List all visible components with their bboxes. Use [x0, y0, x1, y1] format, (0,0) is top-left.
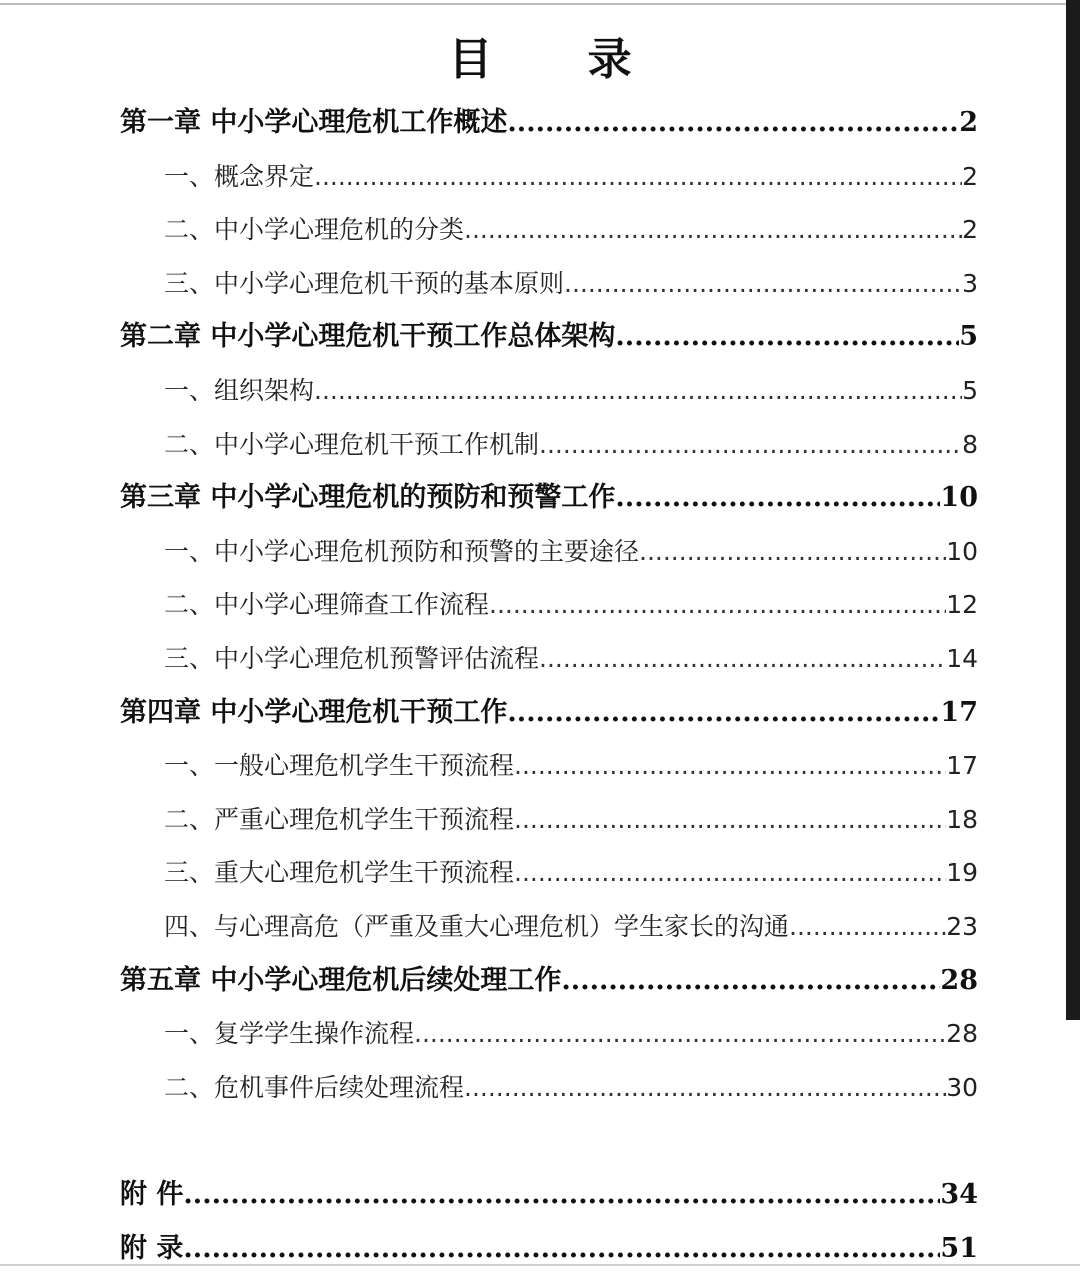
toc-entry-label: 二、中小学心理危机干预工作机制	[164, 429, 540, 459]
toc-entry-label: 一、中小学心理危机预防和预警的主要途径	[164, 536, 640, 566]
toc-entry-label: 第一章 中小学心理危机工作概述	[120, 107, 508, 138]
toc-section-3-1[interactable]	[120, 525, 978, 579]
dot-leader	[314, 364, 962, 418]
viewer-right-edge	[1066, 0, 1080, 1020]
toc-page-number: 10	[946, 536, 978, 566]
toc-page-number: 51	[940, 1232, 978, 1264]
dot-leader	[639, 525, 946, 579]
dot-leader	[514, 739, 946, 793]
toc-entry-label: 一、组织架构	[164, 375, 315, 405]
dot-leader	[615, 310, 959, 364]
toc-page-number: 5	[962, 375, 978, 405]
toc-entry-label: 二、严重心理危机学生干预流程	[164, 804, 515, 834]
toc-page-number: 8	[962, 429, 978, 459]
toc-page-number: 5	[959, 321, 978, 353]
toc-section-3-3[interactable]	[120, 632, 978, 686]
toc-entry-label: 一、概念界定	[164, 161, 315, 191]
toc-chapter-4[interactable]	[120, 686, 978, 740]
toc-page-number: 17	[940, 696, 978, 728]
toc-page-number: 2	[962, 161, 978, 191]
toc-attachments[interactable]	[120, 1168, 978, 1222]
toc-entry-label: 三、重大心理危机学生干预流程	[164, 858, 515, 888]
toc-page-number: 23	[946, 911, 978, 941]
toc-entry-label: 二、中小学心理危机的分类	[164, 215, 465, 245]
toc-chapter-2[interactable]	[120, 310, 978, 364]
toc-section-4-3[interactable]	[120, 846, 978, 900]
toc-page-number: 2	[959, 107, 978, 138]
dot-leader	[183, 1222, 940, 1275]
dot-leader	[464, 1061, 946, 1115]
toc-section-2-2[interactable]	[120, 418, 978, 472]
toc-section-2-1[interactable]	[120, 364, 978, 418]
toc-page-number: 30	[946, 1072, 978, 1102]
toc-page-number: 19	[946, 858, 978, 888]
toc-section-3-2[interactable]	[120, 578, 978, 632]
toc-entry-label: 三、中小学心理危机干预的基本原则	[164, 268, 565, 298]
toc-section-1-2[interactable]	[120, 203, 978, 257]
toc-entry-label: 二、中小学心理筛查工作流程	[164, 590, 490, 620]
toc-page-number: 17	[946, 751, 978, 781]
toc-entry-label: 三、中小学心理危机预警评估流程	[164, 643, 540, 673]
toc-section-4-4[interactable]	[120, 900, 978, 954]
dot-leader	[489, 578, 946, 632]
toc-page-number: 10	[940, 482, 978, 514]
dot-leader	[514, 793, 946, 847]
dot-leader	[464, 203, 962, 257]
dot-leader	[314, 150, 962, 204]
dot-leader	[615, 471, 940, 525]
toc-page-number: 18	[946, 804, 978, 834]
toc-section-5-1[interactable]	[120, 1007, 978, 1061]
toc-page-number: 28	[946, 1019, 978, 1049]
dot-leader	[514, 846, 946, 900]
toc-entry-label: 一、一般心理危机学生干预流程	[164, 751, 515, 781]
dot-leader	[789, 900, 946, 954]
toc-entry-label: 第四章 中小学心理危机干预工作	[120, 696, 508, 728]
dot-leader	[564, 257, 962, 311]
dot-leader	[414, 1007, 946, 1061]
toc-entry-label: 一、复学学生操作流程	[164, 1019, 415, 1049]
toc-section-4-2[interactable]	[120, 793, 978, 847]
toc-entry-label: 附 件	[120, 1179, 184, 1211]
toc-section-5-2[interactable]	[120, 1061, 978, 1115]
page-top-edge	[0, 3, 1066, 5]
toc-page-number: 14	[946, 643, 978, 673]
page-title: 目 录	[448, 34, 672, 86]
toc-section-1-3[interactable]	[120, 257, 978, 311]
toc-entry-label: 附 录	[120, 1232, 184, 1264]
toc-entry-label: 第五章 中小学心理危机后续处理工作	[120, 964, 562, 996]
toc-page-number: 28	[940, 964, 978, 996]
table-of-contents	[120, 96, 978, 1275]
dot-leader	[507, 686, 940, 740]
toc-section-4-1[interactable]	[120, 739, 978, 793]
toc-chapter-5[interactable]	[120, 954, 978, 1008]
dot-leader	[539, 418, 962, 472]
toc-page-number: 12	[946, 590, 978, 620]
dot-leader	[183, 1168, 940, 1222]
toc-entry-label: 第三章 中小学心理危机的预防和预警工作	[120, 482, 616, 514]
toc-entry-label: 四、与心理高危（严重及重大心理危机）学生家长的沟通	[164, 911, 790, 941]
toc-page-number: 3	[962, 268, 978, 298]
toc-appendix[interactable]	[120, 1222, 978, 1275]
toc-page-number: 34	[940, 1179, 978, 1211]
toc-page-number: 2	[962, 215, 978, 245]
toc-entry-label: 二、危机事件后续处理流程	[164, 1072, 465, 1102]
toc-entry-label: 第二章 中小学心理危机干预工作总体架构	[120, 321, 616, 353]
dot-leader	[539, 632, 946, 686]
dot-leader	[507, 96, 959, 150]
toc-chapter-1[interactable]	[120, 96, 978, 150]
toc-section-1-1[interactable]	[120, 150, 978, 204]
dot-leader	[561, 954, 940, 1008]
toc-chapter-3[interactable]	[120, 471, 978, 525]
toc-spacer	[120, 1114, 978, 1168]
